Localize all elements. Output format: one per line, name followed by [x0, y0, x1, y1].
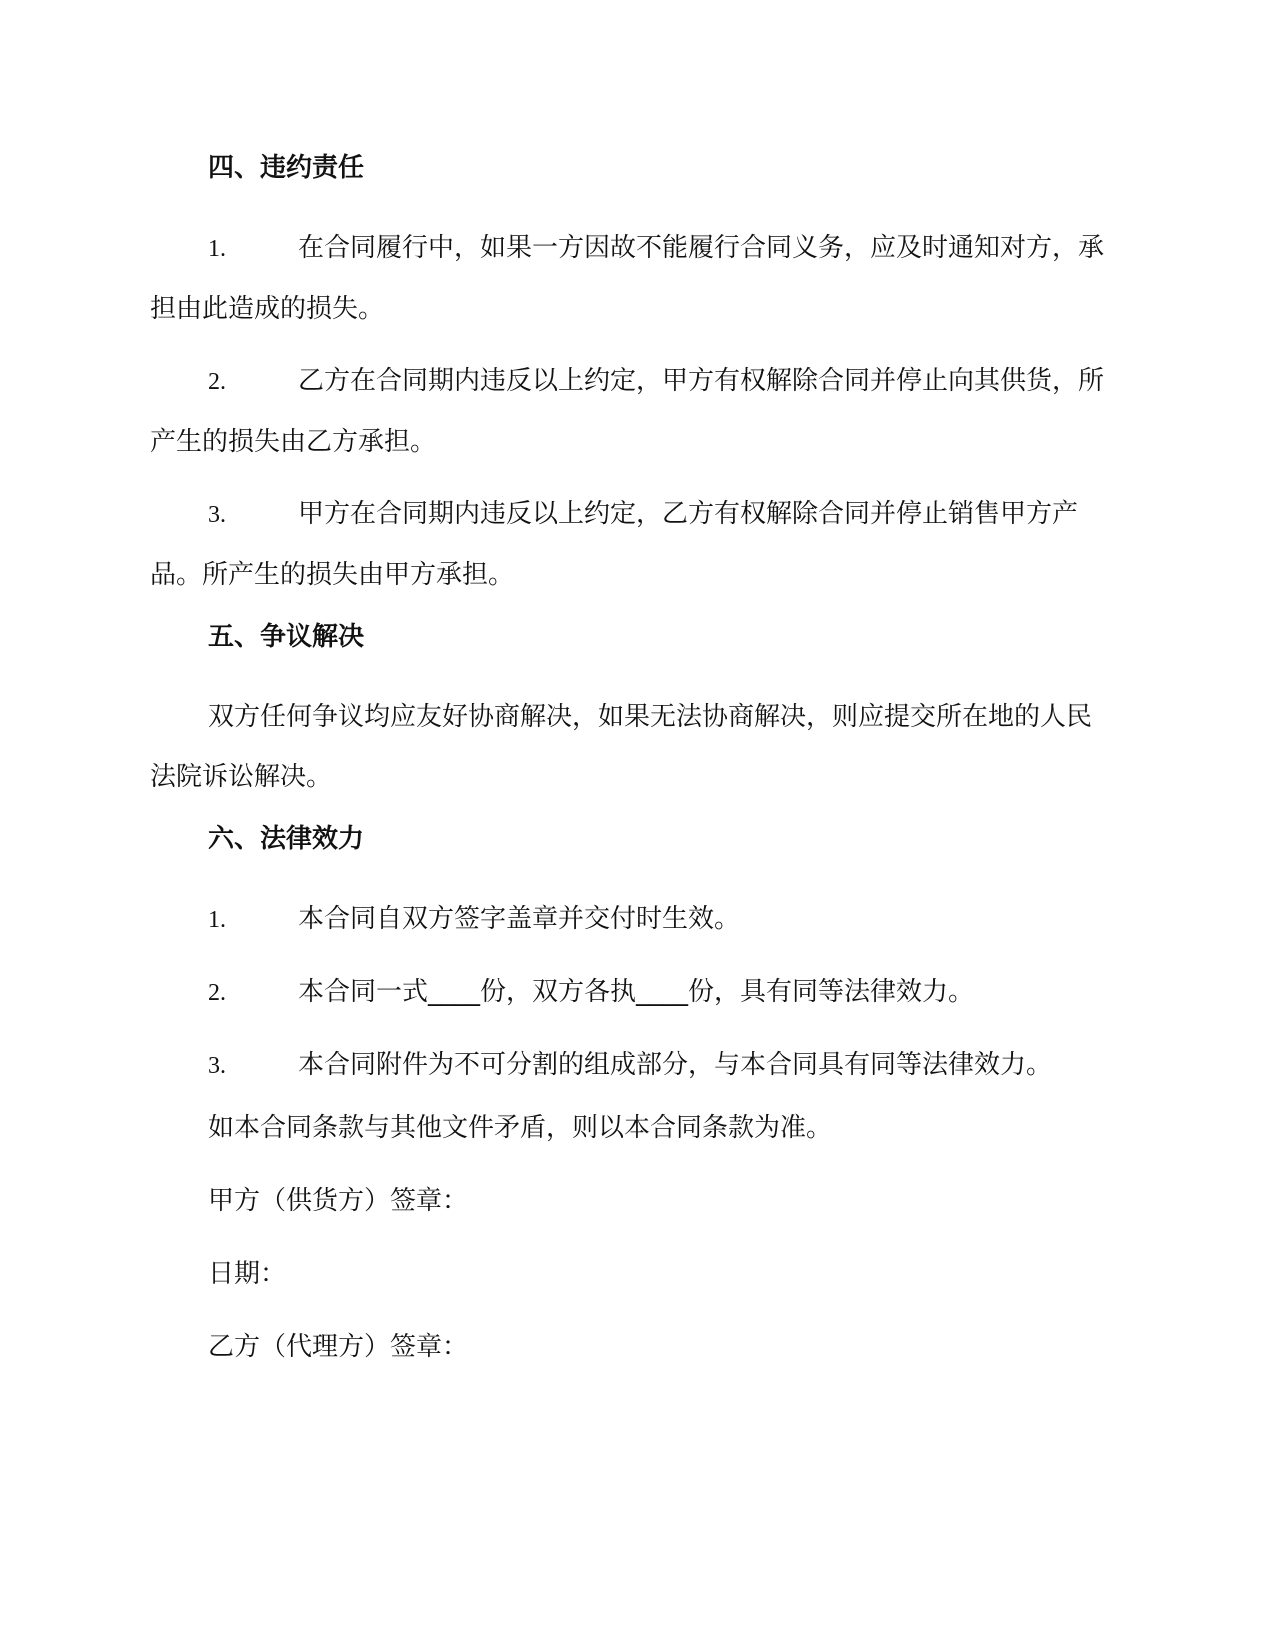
- section-heading-dispute: 五、争议解决: [208, 622, 365, 652]
- clause-number: 1.: [208, 907, 226, 933]
- clause-6-2: [150, 962, 1110, 1023]
- clause-text: 本合同一式____份，双方各执____份，具有同等法律效力。: [298, 977, 975, 1007]
- section-heading-legal-effect: 六、法律效力: [208, 824, 365, 854]
- dispute-paragraph: 双方任何争议均应友好协商解决，如果无法协商解决，则应提交所在地的人民法院诉讼解决。: [150, 702, 1093, 792]
- clause-number: 3.: [208, 502, 226, 528]
- clause-6-1: [150, 889, 1110, 950]
- clause-text: 乙方在合同期内违反以上约定，甲方有权解除合同并停止向其供货，所产生的损失由乙方承担。: [150, 366, 1105, 457]
- clause-text: 本合同附件为不可分割的组成部分，与本合同具有同等法律效力。: [298, 1050, 1053, 1080]
- clause-4-2: [150, 351, 1110, 472]
- section-heading-breach: 四、违约责任: [208, 153, 365, 183]
- clause-text: 在合同履行中，如果一方因故不能履行合同义务，应及时通知对方，承担由此造成的损失。: [150, 233, 1105, 324]
- clause-number: 2.: [208, 980, 226, 1006]
- clause-number: 1.: [208, 236, 226, 262]
- clause-4-1: [150, 218, 1110, 339]
- clause-text: 甲方在合同期内违反以上约定，乙方有权解除合同并停止销售甲方产品。所产生的损失由甲方承担。: [150, 499, 1079, 590]
- party-b-signature-line: 乙方（代理方）签章：: [208, 1332, 469, 1362]
- clause-number: 3.: [208, 1053, 226, 1079]
- document-content: [150, 148, 1110, 1400]
- clause-4-3: [150, 484, 1110, 605]
- precedence-note: 如本合同条款与其他文件矛盾，则以本合同条款为准。: [208, 1113, 833, 1143]
- party-a-signature-line: 甲方（供货方）签章：: [208, 1186, 469, 1216]
- date-line: 日期：: [208, 1259, 287, 1289]
- clause-text: 本合同自双方签字盖章并交付时生效。: [298, 904, 741, 934]
- clause-number: 2.: [208, 369, 226, 395]
- clause-6-3: [150, 1035, 1110, 1096]
